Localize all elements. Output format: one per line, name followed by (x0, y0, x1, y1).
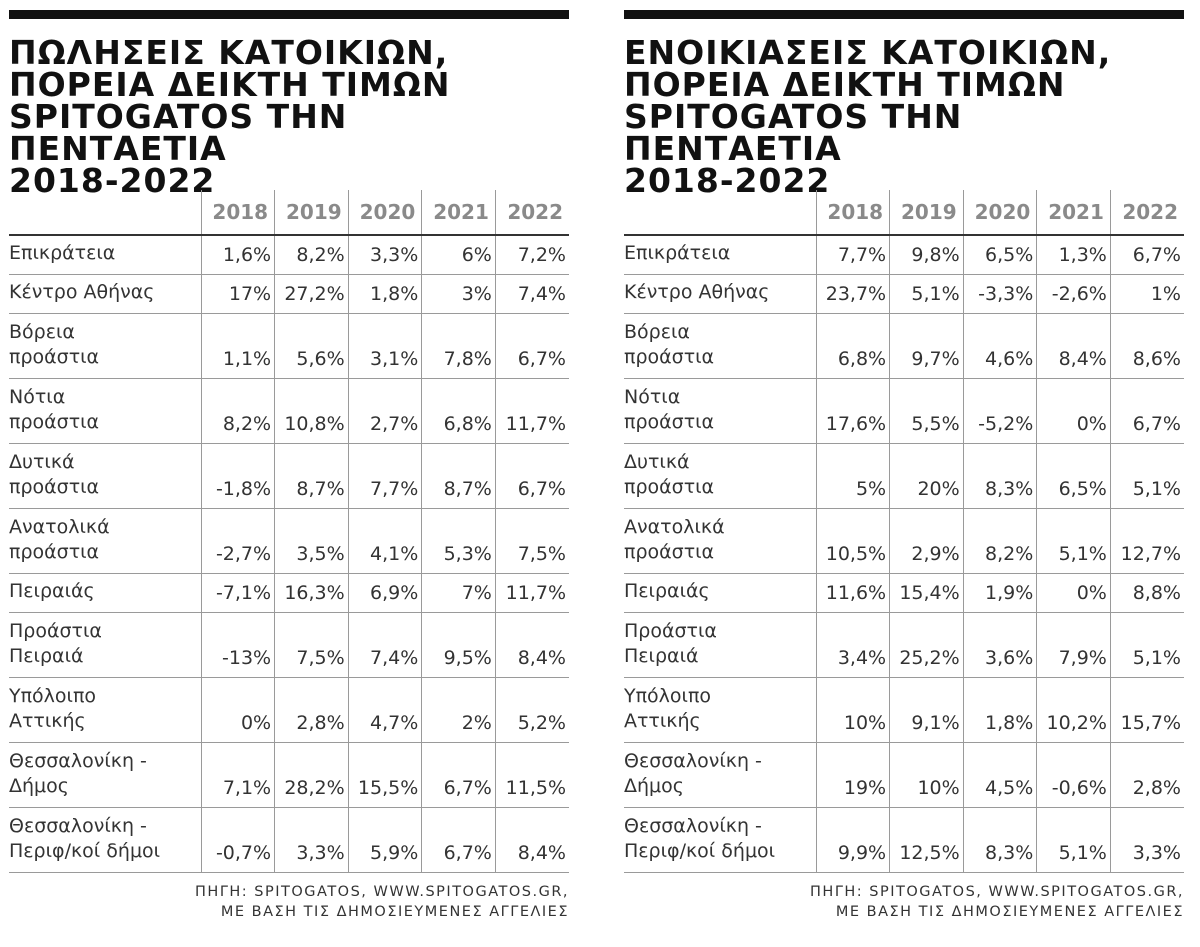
value-cell: 5,3% (422, 509, 496, 574)
value-cell: 6,7% (422, 808, 496, 873)
rentals-year-header: 2018 (816, 190, 890, 235)
sales-top-rule (9, 10, 569, 19)
value-cell: 11,7% (495, 379, 569, 444)
rentals-header-row (624, 190, 1184, 235)
value-cell: 3,5% (275, 509, 349, 574)
table-row (624, 235, 1184, 275)
value-cell: 1,3% (1037, 235, 1111, 275)
value-cell: 9,1% (890, 678, 964, 743)
value-cell: 9,8% (890, 235, 964, 275)
value-cell: 2% (422, 678, 496, 743)
value-cell: 6,5% (963, 235, 1037, 275)
value-cell: 10% (890, 743, 964, 808)
table-row (624, 509, 1184, 574)
value-cell: 1,8% (348, 275, 422, 314)
value-cell: 2,8% (1110, 743, 1184, 808)
value-cell: 7,7% (348, 444, 422, 509)
value-cell: 9,5% (422, 613, 496, 678)
sales-year-header: 2020 (348, 190, 422, 235)
region-label: Δυτικά προάστια (624, 444, 816, 509)
value-cell: 5,2% (495, 678, 569, 743)
value-cell: 3,6% (963, 613, 1037, 678)
value-cell: 6% (422, 235, 496, 275)
value-cell: 5,1% (1110, 444, 1184, 509)
region-label: Θεσσαλονίκη - Δήμος (624, 743, 816, 808)
value-cell: 5,1% (1110, 613, 1184, 678)
value-cell: 0% (201, 678, 275, 743)
region-label: Θεσσαλονίκη - Δήμος (9, 743, 201, 808)
value-cell: 9,9% (816, 808, 890, 873)
value-cell: 7,5% (495, 509, 569, 574)
value-cell: 19% (816, 743, 890, 808)
value-cell: -0,6% (1037, 743, 1111, 808)
rentals-title: ΕΝΟΙΚΙΑΣΕΙΣ ΚΑΤΟΙΚΙΩΝ, ΠΟΡΕΙΑ ΔΕΙΚΤΗ ΤΙΜΩΝ SPITOGATOS ΤΗΝ ΠΕΝΤΑΕΤΙΑ 2018-2022 (624, 33, 1112, 200)
value-cell: 8,3% (963, 808, 1037, 873)
table-row (9, 678, 569, 743)
value-cell: 4,1% (348, 509, 422, 574)
region-label: Ανατολικά προάστια (9, 509, 201, 574)
value-cell: -3,3% (963, 275, 1037, 314)
value-cell: 0% (1037, 379, 1111, 444)
value-cell: 8,2% (275, 235, 349, 275)
table-row (624, 808, 1184, 873)
value-cell: 1,8% (963, 678, 1037, 743)
value-cell: 1,9% (963, 574, 1037, 613)
region-label: Νότια προάστια (9, 379, 201, 444)
region-label: Κέντρο Αθήνας (9, 275, 201, 314)
table-row (624, 314, 1184, 379)
table-row (9, 808, 569, 873)
region-label: Δυτικά προάστια (9, 444, 201, 509)
table-row (9, 574, 569, 613)
region-label: Θεσσαλονίκη - Περιφ/κοί δήμοι (624, 808, 816, 873)
value-cell: -13% (201, 613, 275, 678)
region-label: Πειραιάς (624, 574, 816, 613)
value-cell: 8,2% (201, 379, 275, 444)
value-cell: 5,6% (275, 314, 349, 379)
table-row (9, 235, 569, 275)
value-cell: 7,1% (201, 743, 275, 808)
value-cell: 3,3% (1110, 808, 1184, 873)
region-label: Προάστια Πειραιά (9, 613, 201, 678)
region-label: Προάστια Πειραιά (624, 613, 816, 678)
value-cell: 12,5% (890, 808, 964, 873)
value-cell: 10,5% (816, 509, 890, 574)
value-cell: 7% (422, 574, 496, 613)
value-cell: 12,7% (1110, 509, 1184, 574)
table-row (9, 314, 569, 379)
value-cell: 3,3% (275, 808, 349, 873)
region-label: Επικράτεια (624, 235, 816, 275)
value-cell: 8,4% (495, 808, 569, 873)
value-cell: 6,9% (348, 574, 422, 613)
sales-header-row (9, 190, 569, 235)
value-cell: 8,2% (963, 509, 1037, 574)
sales-year-header: 2019 (275, 190, 349, 235)
region-label: Κέντρο Αθήνας (624, 275, 816, 314)
sales-panel (9, 10, 569, 864)
value-cell: 8,4% (1037, 314, 1111, 379)
table-row (624, 379, 1184, 444)
value-cell: 15,4% (890, 574, 964, 613)
sales-source-note: ΠΗΓΗ: SPITOGATOS, WWW.SPITOGATOS.GR, ΜΕ ΒΑΣΗ ΤΙΣ ΔΗΜΟΣΙΕΥΜΕΝΕΣ ΑΓΓΕΛΙΕΣ (195, 884, 569, 920)
value-cell: 8,8% (1110, 574, 1184, 613)
value-cell: 20% (890, 444, 964, 509)
value-cell: 6,8% (816, 314, 890, 379)
value-cell: 6,7% (495, 314, 569, 379)
value-cell: 7,4% (348, 613, 422, 678)
value-cell: 28,2% (275, 743, 349, 808)
value-cell: 11,7% (495, 574, 569, 613)
region-label: Υπόλοιπο Αττικής (624, 678, 816, 743)
value-cell: 5,1% (890, 275, 964, 314)
value-cell: 15,7% (1110, 678, 1184, 743)
sales-table (9, 190, 569, 873)
value-cell: 27,2% (275, 275, 349, 314)
value-cell: -2,6% (1037, 275, 1111, 314)
rentals-year-header: 2022 (1110, 190, 1184, 235)
value-cell: -2,7% (201, 509, 275, 574)
value-cell: 6,5% (1037, 444, 1111, 509)
region-label: Πειραιάς (9, 574, 201, 613)
sales-year-header: 2021 (422, 190, 496, 235)
value-cell: 7,4% (495, 275, 569, 314)
value-cell: 3,4% (816, 613, 890, 678)
value-cell: 16,3% (275, 574, 349, 613)
value-cell: 7,2% (495, 235, 569, 275)
value-cell: 11,6% (816, 574, 890, 613)
table-row (9, 613, 569, 678)
value-cell: -0,7% (201, 808, 275, 873)
table-row (624, 574, 1184, 613)
value-cell: 8,6% (1110, 314, 1184, 379)
value-cell: 0% (1037, 574, 1111, 613)
value-cell: 8,3% (963, 444, 1037, 509)
value-cell: 17% (201, 275, 275, 314)
value-cell: 7,5% (275, 613, 349, 678)
rentals-source-note: ΠΗΓΗ: SPITOGATOS, WWW.SPITOGATOS.GR, ΜΕ ΒΑΣΗ ΤΙΣ ΔΗΜΟΣΙΕΥΜΕΝΕΣ ΑΓΓΕΛΙΕΣ (810, 884, 1184, 920)
value-cell: 6,7% (495, 444, 569, 509)
region-label: Νότια προάστια (624, 379, 816, 444)
table-row (9, 509, 569, 574)
table-row (624, 613, 1184, 678)
value-cell: 11,5% (495, 743, 569, 808)
value-cell: 5% (816, 444, 890, 509)
value-cell: 3,1% (348, 314, 422, 379)
value-cell: 1% (1110, 275, 1184, 314)
rentals-table (624, 190, 1184, 873)
value-cell: 5,5% (890, 379, 964, 444)
value-cell: 6,7% (1110, 379, 1184, 444)
table-row (9, 275, 569, 314)
value-cell: 3% (422, 275, 496, 314)
table-row (624, 444, 1184, 509)
value-cell: 7,7% (816, 235, 890, 275)
value-cell: -5,2% (963, 379, 1037, 444)
table-row (9, 379, 569, 444)
value-cell: 4,7% (348, 678, 422, 743)
value-cell: 4,5% (963, 743, 1037, 808)
rentals-header-blank (624, 190, 816, 235)
table-row (624, 275, 1184, 314)
value-cell: 10,8% (275, 379, 349, 444)
value-cell: 5,1% (1037, 808, 1111, 873)
value-cell: -7,1% (201, 574, 275, 613)
sales-year-header: 2018 (201, 190, 275, 235)
rentals-top-rule (624, 10, 1184, 19)
value-cell: 15,5% (348, 743, 422, 808)
value-cell: 5,9% (348, 808, 422, 873)
value-cell: 5,1% (1037, 509, 1111, 574)
value-cell: 23,7% (816, 275, 890, 314)
rentals-year-header: 2019 (890, 190, 964, 235)
value-cell: 7,8% (422, 314, 496, 379)
rentals-year-header: 2020 (963, 190, 1037, 235)
region-label: Θεσσαλονίκη - Περιφ/κοί δήμοι (9, 808, 201, 873)
value-cell: 6,7% (1110, 235, 1184, 275)
value-cell: 8,4% (495, 613, 569, 678)
value-cell: 1,1% (201, 314, 275, 379)
value-cell: 2,8% (275, 678, 349, 743)
value-cell: 8,7% (422, 444, 496, 509)
value-cell: 8,7% (275, 444, 349, 509)
region-label: Υπόλοιπο Αττικής (9, 678, 201, 743)
value-cell: 6,7% (422, 743, 496, 808)
value-cell: 1,6% (201, 235, 275, 275)
value-cell: 10,2% (1037, 678, 1111, 743)
value-cell: 3,3% (348, 235, 422, 275)
sales-title: ΠΩΛΗΣΕΙΣ ΚΑΤΟΙΚΙΩΝ, ΠΟΡΕΙΑ ΔΕΙΚΤΗ ΤΙΜΩΝ SPITOGATOS ΤΗΝ ΠΕΝΤΑΕΤΙΑ 2018-2022 (9, 33, 451, 200)
sales-header-blank (9, 190, 201, 235)
region-label: Βόρεια προάστια (9, 314, 201, 379)
region-label: Επικράτεια (9, 235, 201, 275)
region-label: Ανατολικά προάστια (624, 509, 816, 574)
rentals-year-header: 2021 (1037, 190, 1111, 235)
value-cell: 6,8% (422, 379, 496, 444)
value-cell: 25,2% (890, 613, 964, 678)
value-cell: 2,9% (890, 509, 964, 574)
value-cell: 7,9% (1037, 613, 1111, 678)
region-label: Βόρεια προάστια (624, 314, 816, 379)
sales-year-header: 2022 (495, 190, 569, 235)
value-cell: 9,7% (890, 314, 964, 379)
value-cell: 2,7% (348, 379, 422, 444)
table-row (9, 444, 569, 509)
table-row (624, 678, 1184, 743)
value-cell: 4,6% (963, 314, 1037, 379)
value-cell: -1,8% (201, 444, 275, 509)
table-row (624, 743, 1184, 808)
rentals-panel (624, 10, 1184, 864)
table-row (9, 743, 569, 808)
value-cell: 10% (816, 678, 890, 743)
value-cell: 17,6% (816, 379, 890, 444)
